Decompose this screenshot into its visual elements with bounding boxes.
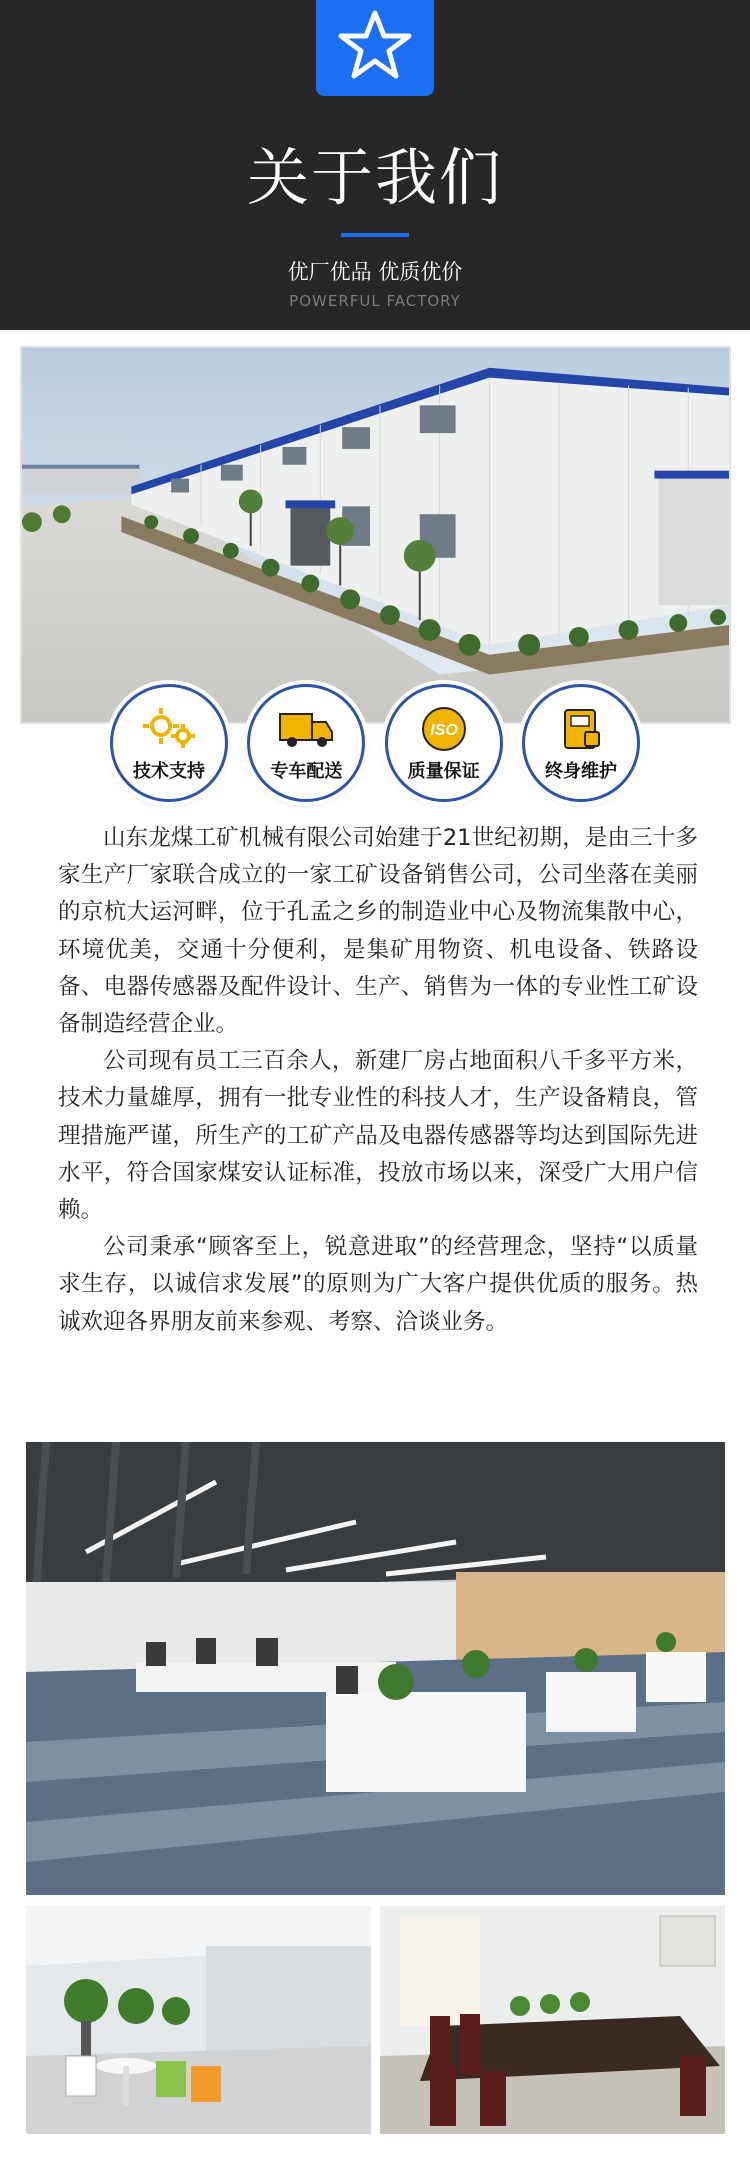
feature-label: 质量保证 bbox=[407, 761, 480, 782]
factory-photo bbox=[20, 346, 731, 724]
maintenance-toolbox-icon bbox=[551, 704, 611, 754]
office-photo-large bbox=[26, 1442, 725, 1895]
feature-delivery bbox=[247, 684, 365, 802]
feature-label: 技术支持 bbox=[133, 761, 205, 782]
page-subtitle: 优厂优品 优质优价 bbox=[287, 260, 463, 284]
office-photo-lounge bbox=[26, 1906, 371, 2134]
office-photo-meeting-room bbox=[380, 1906, 725, 2134]
feature-list bbox=[110, 684, 640, 806]
feature-tech-support bbox=[110, 684, 228, 802]
page-title: 关于我们 bbox=[246, 141, 503, 214]
delivery-truck-icon bbox=[276, 704, 336, 754]
intro-paragraph: 公司现有员工三百余人，新建厂房占地面积八千多平方米，技术力量雄厚，拥有一批专业性的科技人才，生产设备精良，管理措施严谨，所生产的工矿产品及电器传感器等均达到国际先进水平，符合国家煤安认证标准，投放市场以来，深受广大用户信赖。 bbox=[58, 1048, 698, 1224]
feature-quality bbox=[385, 684, 503, 802]
company-intro bbox=[58, 820, 698, 1341]
iso-badge-icon bbox=[414, 704, 474, 754]
intro-paragraph: 公司秉承“顾客至上，锐意进取”的经营理念，坚持“以质量求生存，以诚信求发展”的原则为广大客户提供优质的服务。热诚欢迎各界朋友前来参观、考察、洽谈业务。 bbox=[58, 1234, 698, 1335]
star-badge bbox=[316, 0, 434, 96]
star-icon bbox=[337, 7, 413, 83]
intro-paragraph: 山东龙煤工矿机械有限公司始建于21世纪初期，是由三十多家生产厂家联合成立的一家工矿设备销售公司，公司坐落在美丽的京杭大运河畔，位于孔孟之乡的制造业中心及物流集散中心，环境优美，交通十分便利，是集矿用物资、机电设备、铁路设备、电器传感器及配件设计、生产、销售为一体的专业性工矿设备制造经营企业。 bbox=[58, 825, 698, 1038]
feature-label: 终身维护 bbox=[544, 761, 617, 782]
header-banner bbox=[0, 0, 750, 330]
feature-maintenance bbox=[522, 684, 640, 802]
gears-icon bbox=[139, 704, 199, 754]
page-subtitle-english: POWERFUL FACTORY bbox=[289, 292, 461, 310]
feature-label: 专车配送 bbox=[270, 761, 343, 782]
title-underline bbox=[341, 233, 409, 237]
svg-text:ISO: ISO bbox=[429, 722, 458, 739]
